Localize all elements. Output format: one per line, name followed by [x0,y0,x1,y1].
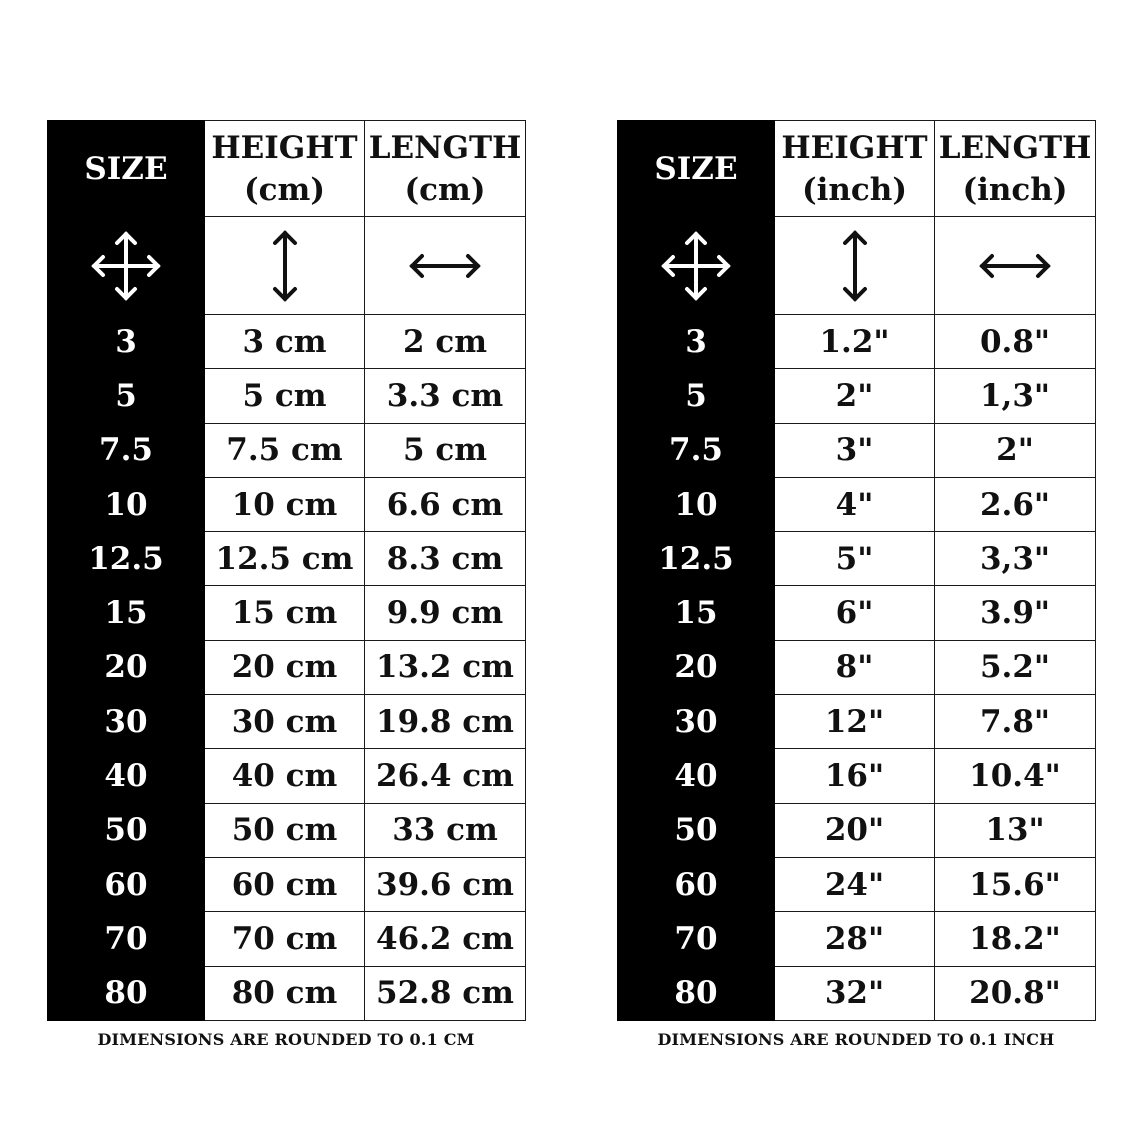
length-cell: 46.2 cm [365,912,526,966]
length-cell: 3,3" [935,532,1096,586]
vertical-arrow-icon [775,217,935,315]
length-header-unit: (inch) [962,171,1068,208]
rounding-note-inch: DIMENSIONS ARE ROUNDED TO 0.1 INCH [657,1030,1055,1049]
size-cell: 60 [48,857,205,911]
height-cell: 50 cm [205,803,365,857]
size-cell: 15 [618,586,775,640]
length-cell: 20.8" [935,966,1096,1020]
table-row [618,586,1096,640]
length-header-unit: (cm) [404,171,486,208]
height-cell: 4" [775,477,935,531]
horizontal-arrow-icon [935,217,1096,315]
table-row [48,749,526,803]
size-cell: 7.5 [48,423,205,477]
height-cell: 15 cm [205,586,365,640]
move-arrows-icon [48,217,205,315]
table-row [48,695,526,749]
header-row [618,121,1096,217]
height-header-title: HEIGHT [781,129,928,166]
height-cell: 3" [775,423,935,477]
size-table-inch [617,120,1096,1021]
length-cell: 5.2" [935,640,1096,694]
table-row [618,912,1096,966]
length-cell: 3.3 cm [365,369,526,423]
height-cell: 8" [775,640,935,694]
length-cell: 5 cm [365,423,526,477]
horizontal-arrow-icon [365,217,526,315]
length-cell: 2.6" [935,477,1096,531]
size-cell: 10 [48,477,205,531]
size-cell: 5 [48,369,205,423]
height-cell: 60 cm [205,857,365,911]
size-cell: 50 [48,803,205,857]
table-row [618,803,1096,857]
size-cell: 30 [48,695,205,749]
length-cell: 3.9" [935,586,1096,640]
size-cell: 40 [618,749,775,803]
height-cell: 12.5 cm [205,532,365,586]
length-cell: 13" [935,803,1096,857]
height-cell: 5 cm [205,369,365,423]
size-cell: 20 [48,640,205,694]
table-row [48,803,526,857]
length-header-title: LENGTH [368,129,522,166]
icon-row [618,217,1096,315]
table-row [48,640,526,694]
move-arrows-icon [618,217,775,315]
rounding-note-cm: DIMENSIONS ARE ROUNDED TO 0.1 CM [97,1030,475,1049]
height-header-unit: (cm) [243,171,325,208]
height-cell: 12" [775,695,935,749]
height-cell: 20 cm [205,640,365,694]
table-row [48,857,526,911]
height-cell: 28" [775,912,935,966]
length-cell: 13.2 cm [365,640,526,694]
length-header-title: LENGTH [938,129,1092,166]
length-cell: 6.6 cm [365,477,526,531]
table-row [48,912,526,966]
table-row [48,423,526,477]
table-row [618,532,1096,586]
size-chart-inch [617,120,1095,1021]
length-cell: 0.8" [935,315,1096,369]
height-cell: 32" [775,966,935,1020]
length-cell: 33 cm [365,803,526,857]
height-cell: 2" [775,369,935,423]
size-header: SIZE [48,121,205,217]
table-row [48,966,526,1020]
size-cell: 80 [618,966,775,1020]
length-cell: 1,3" [935,369,1096,423]
height-cell: 16" [775,749,935,803]
length-header [365,121,526,217]
height-cell: 1.2" [775,315,935,369]
table-row [48,586,526,640]
size-cell: 7.5 [618,423,775,477]
size-cell: 12.5 [618,532,775,586]
height-cell: 20" [775,803,935,857]
height-cell: 3 cm [205,315,365,369]
height-cell: 70 cm [205,912,365,966]
height-cell: 40 cm [205,749,365,803]
height-header-unit: (inch) [801,171,908,208]
length-cell: 8.3 cm [365,532,526,586]
size-cell: 15 [48,586,205,640]
size-table-cm [47,120,526,1021]
table-row [618,695,1096,749]
length-cell: 9.9 cm [365,586,526,640]
length-cell: 7.8" [935,695,1096,749]
size-chart-cm [47,120,525,1021]
table-row [618,369,1096,423]
size-cell: 80 [48,966,205,1020]
height-cell: 24" [775,857,935,911]
size-header: SIZE [618,121,775,217]
header-row [48,121,526,217]
size-cell: 50 [618,803,775,857]
table-row [48,315,526,369]
icon-row [48,217,526,315]
table-row [618,640,1096,694]
length-cell: 10.4" [935,749,1096,803]
height-cell: 30 cm [205,695,365,749]
length-cell: 18.2" [935,912,1096,966]
size-cell: 20 [618,640,775,694]
height-header-title: HEIGHT [211,129,358,166]
table-row [618,315,1096,369]
length-cell: 19.8 cm [365,695,526,749]
height-header [205,121,365,217]
length-cell: 15.6" [935,857,1096,911]
size-cell: 40 [48,749,205,803]
table-row [618,423,1096,477]
height-cell: 10 cm [205,477,365,531]
length-cell: 2 cm [365,315,526,369]
size-cell: 3 [48,315,205,369]
table-row [618,857,1096,911]
size-cell: 10 [618,477,775,531]
height-header [775,121,935,217]
length-cell: 39.6 cm [365,857,526,911]
length-header [935,121,1096,217]
vertical-arrow-icon [205,217,365,315]
size-cell: 5 [618,369,775,423]
height-cell: 7.5 cm [205,423,365,477]
length-cell: 52.8 cm [365,966,526,1020]
table-row [618,477,1096,531]
length-cell: 26.4 cm [365,749,526,803]
table-row [618,966,1096,1020]
length-cell: 2" [935,423,1096,477]
table-row [48,369,526,423]
table-row [48,532,526,586]
table-row [618,749,1096,803]
size-cell: 70 [618,912,775,966]
height-cell: 5" [775,532,935,586]
size-cell: 12.5 [48,532,205,586]
height-cell: 6" [775,586,935,640]
size-cell: 3 [618,315,775,369]
size-cell: 70 [48,912,205,966]
size-cell: 60 [618,857,775,911]
table-row [48,477,526,531]
height-cell: 80 cm [205,966,365,1020]
size-cell: 30 [618,695,775,749]
